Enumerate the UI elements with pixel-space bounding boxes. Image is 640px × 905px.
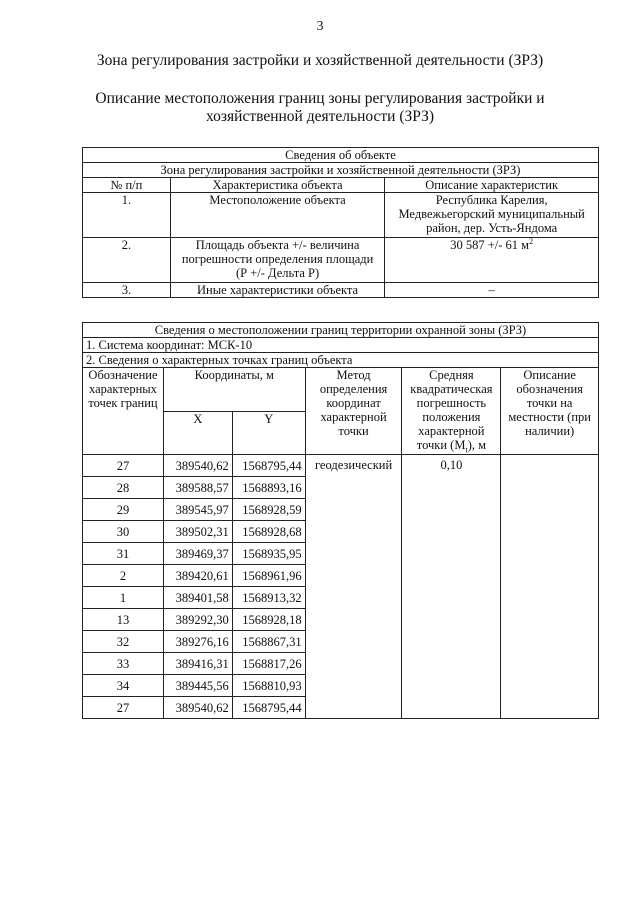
header-error-sub: t [465,445,468,455]
point-y: 1568913,32 [232,587,305,609]
row-description: Республика Карелия, Медвежьегорский муниципальный район, дер. Усть-Яндома [385,193,599,238]
column-header: № п/п [83,178,171,193]
point-id: 13 [83,609,164,631]
point-id: 1 [83,587,164,609]
point-id: 2 [83,565,164,587]
header-x: X [163,411,232,455]
point-x: 389276,16 [163,631,232,653]
header-error [402,368,501,455]
description-value [501,455,599,719]
object-table-heading: Сведения об объекте [83,148,599,163]
area-unit-exponent: 2 [529,236,534,246]
coordinates-table [82,322,599,719]
point-x: 389588,57 [163,477,232,499]
method-value: геодезический [305,455,402,719]
point-id: 28 [83,477,164,499]
point-id: 27 [83,697,164,719]
table-row [83,455,599,477]
point-y: 1568795,44 [232,455,305,477]
point-y: 1568961,96 [232,565,305,587]
point-id: 27 [83,455,164,477]
object-info-table [82,147,599,298]
row-characteristic: Иные характеристики объекта [170,283,385,298]
point-y: 1568935,95 [232,543,305,565]
point-y: 1568795,44 [232,697,305,719]
point-id: 31 [83,543,164,565]
point-y: 1568928,18 [232,609,305,631]
point-x: 389416,31 [163,653,232,675]
header-y: Y [232,411,305,455]
row-number: 1. [83,193,171,238]
header-description: Описание обозначения точки на местности (при наличии) [501,368,599,455]
point-y: 1568867,31 [232,631,305,653]
point-y: 1568893,16 [232,477,305,499]
coord-table-heading: Сведения о местоположении границ территории охранной зоны (ЗРЗ) [83,323,599,338]
row-characteristic: Местоположение объекта [170,193,385,238]
error-value: 0,10 [402,455,501,719]
object-table-subheading: Зона регулирования застройки и хозяйственной деятельности (ЗРЗ) [83,163,599,178]
points-heading: 2. Сведения о характерных точках границ объекта [83,353,599,368]
header-method: Метод определения координат характерной точки [305,368,402,455]
point-y: 1568928,59 [232,499,305,521]
point-y: 1568810,93 [232,675,305,697]
header-error-text: Средняя квадратическая погрешность положения характерной точки (М [410,368,493,452]
point-x: 389445,56 [163,675,232,697]
page-title: Зона регулирования застройки и хозяйственной деятельности (ЗРЗ) [96,52,544,69]
row-number: 3. [83,283,171,298]
table-row [83,283,599,298]
row-description [385,238,599,283]
coordinate-system: 1. Система координат: МСК-10 [83,338,599,353]
header-coordinates: Координаты, м [163,368,305,412]
area-value: 30 587 +/- 61 м [450,238,530,252]
subtitle-text: Описание местоположения границ зоны регулирования застройки и хозяйственной деятельности (ЗРЗ) [95,90,545,125]
point-x: 389469,37 [163,543,232,565]
point-id: 34 [83,675,164,697]
column-header: Описание характеристик [385,178,599,193]
table-row [83,238,599,283]
point-y: 1568928,68 [232,521,305,543]
header-error-tail: ), м [467,438,487,452]
column-header: Характеристика объекта [170,178,385,193]
point-x: 389540,62 [163,697,232,719]
point-x: 389502,31 [163,521,232,543]
page-subtitle [0,90,640,126]
point-y: 1568817,26 [232,653,305,675]
point-x: 389545,97 [163,499,232,521]
page-number: 3 [316,19,324,34]
point-x: 389420,61 [163,565,232,587]
point-x: 389292,30 [163,609,232,631]
row-description: – [385,283,599,298]
table-row [83,193,599,238]
row-number: 2. [83,238,171,283]
point-x: 389540,62 [163,455,232,477]
header-designation: Обозначение характерных точек границ [83,368,164,455]
point-id: 30 [83,521,164,543]
point-id: 32 [83,631,164,653]
point-x: 389401,58 [163,587,232,609]
point-id: 29 [83,499,164,521]
point-id: 33 [83,653,164,675]
row-characteristic: Площадь объекта +/- величина погрешности определения площади (Р +/- Дельта Р) [170,238,385,283]
